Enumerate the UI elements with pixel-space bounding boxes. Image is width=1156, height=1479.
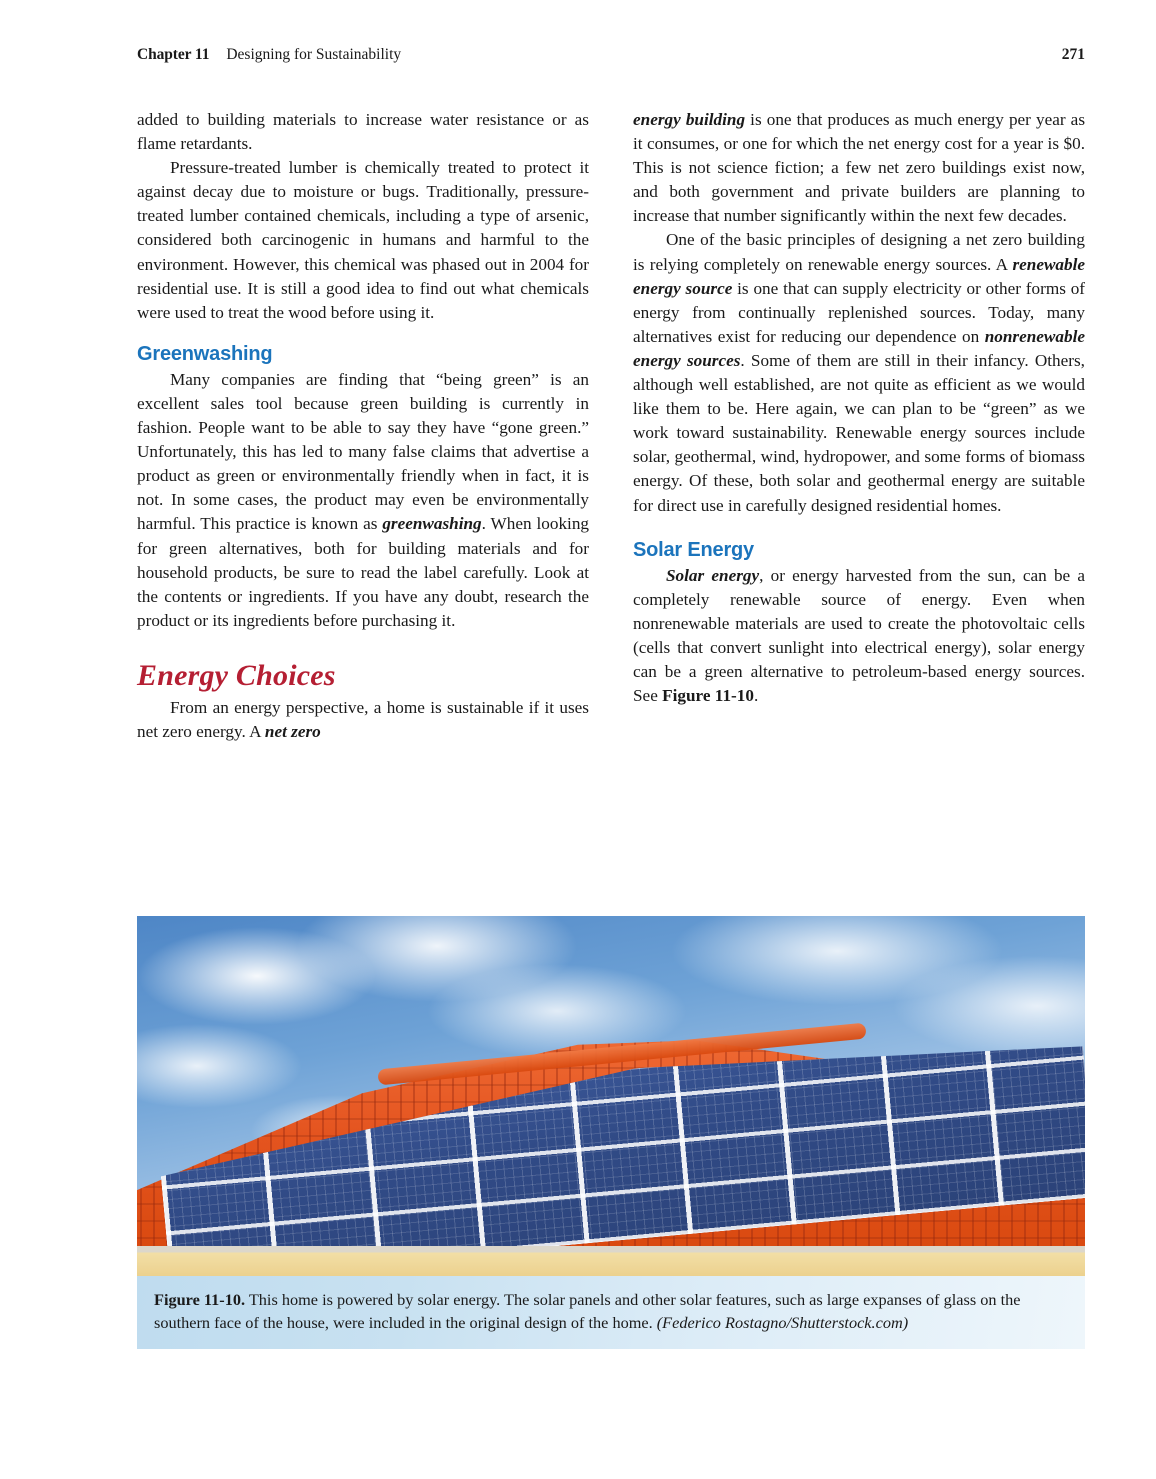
caption-body-text: This home is powered by solar energy. The solar panels and other solar features, such as large expanses of glass on the southern face of the house, were included in the original design of the home. <box>154 1290 1021 1332</box>
caption-figure-number: Figure 11-10. <box>154 1290 246 1309</box>
paragraph-text: is one that produces as much energy per year as it consumes, or one for which the net energy cost for a year is $0. This is not science fiction; a few net zero buildings exist now, and both government and private builders are planning to increase that number significantly within the next few decades. <box>633 110 1086 226</box>
paragraph-text: From an energy perspective, a home is sustainable if it uses net zero energy. A <box>137 697 589 741</box>
subheading-solar-energy: Solar Energy <box>633 538 754 561</box>
subheading-greenwashing: Greenwashing <box>137 342 273 365</box>
paragraph-continued <box>137 108 589 156</box>
paragraph-pressure-treated <box>137 156 589 325</box>
paragraph-text-tail: . Some of them are still in their infancy. Others, although well established, are not quite as efficient as we would like them to be. Here again, we can plan to be “green” as we work toward sustainability. Renewable energy sources include solar, geothermal, wind, hydropower, and some forms of biomass energy. Of these, both solar and geothermal energy are suitable for direct use in carefully designed residential homes. <box>633 350 1085 515</box>
left-column <box>137 108 589 744</box>
article-columns <box>137 108 1085 898</box>
paragraph-text: Many companies are finding that “being green” is an excellent sales tool because green building is currently in fashion. People want to be able to say they have “gone green.” Unfortunately, this has led to many false claims that advertise a product as green or environmentally friendly when in fact, it is not. In some cases, the product may even be environmentally harmful. This practice is known as <box>137 369 589 534</box>
chapter-label: Chapter 11 <box>137 46 210 63</box>
paragraph-energy-choices <box>137 696 589 744</box>
key-term-solar-energy: Solar energy <box>666 565 760 585</box>
figure-photo <box>137 916 1085 1276</box>
key-term-renewable-energy-source: renewable energy source <box>633 254 1085 298</box>
key-term-energy-building: energy building <box>633 110 746 129</box>
paragraph-text-mid: is one that can supply electricity or other forms of energy from continually replenished sources. Today, many alternatives exist for reducing our dependence on <box>633 278 1086 346</box>
paragraph-text-tail: . <box>753 686 759 706</box>
figure-reference: Figure 11-10 <box>662 686 754 706</box>
paragraph-text: , or energy harvested from the sun, can be a completely renewable source of energy. Even when nonrenewable materials are used to create the photovoltaic cells (cells that convert sunlight into electrical energy), solar energy can be a green alternative to petroleum-based energy sources. See <box>633 565 1086 706</box>
key-term-greenwashing: greenwashing <box>382 514 482 534</box>
paragraph-text: Pressure-treated lumber is chemically treated to protect it against decay due to moisture or bugs. Traditionally, pressure-treated lumber contained chemicals, including a type of arsenic, considered both carcinogenic in humans and harmful to the environment. However, this chemical was phased out in 2004 for residential use. It is still a good idea to find out what chemicals were used to treat the wood before using it. <box>137 158 589 322</box>
paragraph-text: One of the basic principles of designing a net zero building is relying completely on renewable energy sources. A <box>633 230 1085 274</box>
running-head <box>137 46 1085 64</box>
caption-photo-credit: (Federico Rostagno/Shutterstock.com) <box>656 1312 909 1332</box>
paragraph-solar-energy <box>633 564 1085 709</box>
paragraph-text: added to building materials to increase water resistance or as flame retardants. <box>137 110 589 154</box>
paragraph-text-tail: . When looking for green alternatives, both for building materials and for household products, be sure to read the label carefully. Look at the contents or ingredients. If you have any doubt, research the product or its ingredients before purchasing it. <box>137 514 590 630</box>
figure-11-10 <box>137 916 1085 1349</box>
paragraph-principles <box>633 228 1085 517</box>
paragraph-net-zero-continued <box>633 108 1085 228</box>
right-column <box>633 108 1085 708</box>
chapter-title: Designing for Sustainability <box>226 46 402 63</box>
paragraph-greenwashing <box>137 368 589 633</box>
figure-caption <box>137 1276 1085 1349</box>
section-heading-energy-choices: Energy Choices <box>137 658 336 692</box>
key-term-nonrenewable-energy-sources: nonrenewable energy sources <box>633 326 1085 370</box>
house-facade <box>137 1246 1085 1276</box>
running-head-left <box>137 46 401 64</box>
page-number: 271 <box>1061 46 1085 63</box>
key-term-net-zero: net zero <box>264 721 321 741</box>
